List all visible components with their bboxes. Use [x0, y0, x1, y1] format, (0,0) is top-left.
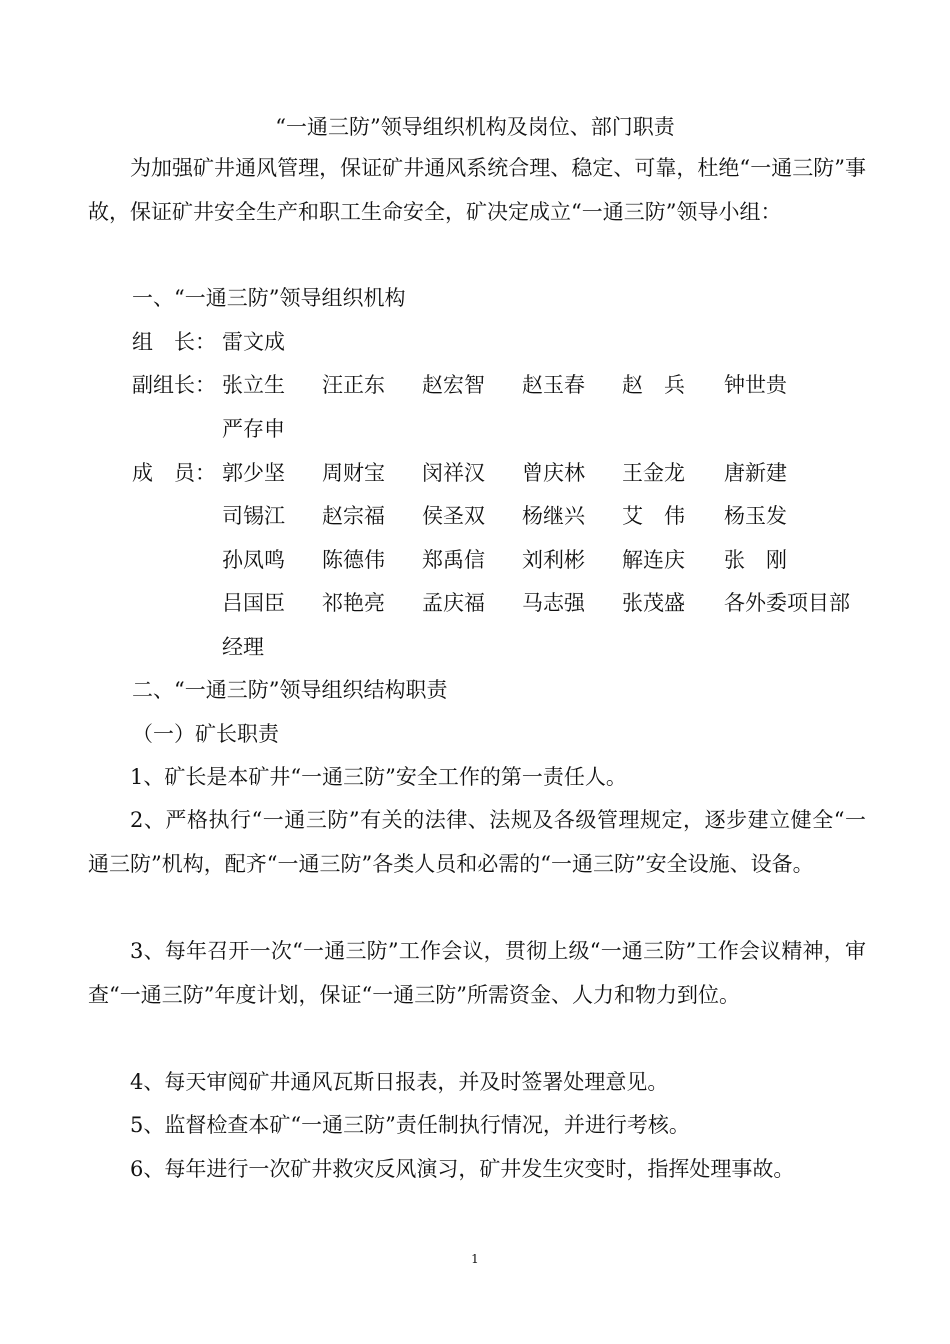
member-name: 闵祥汉: [422, 461, 485, 485]
member-name: 王金龙: [622, 461, 685, 485]
duty-item: 5、监督检查本矿“一通三防”责任制执行情况，并进行考核。: [130, 1113, 690, 1137]
leader-label: 组 长：: [132, 330, 216, 354]
member-name: 赵宗福: [322, 504, 385, 528]
deputy-name: 赵宏智: [422, 373, 485, 397]
duty-item: 3、每年召开一次“一通三防”工作会议，贯彻上级“一通三防”工作会议精神，审查“一通三防”年度计划，保证“一通三防”所需资金、人力和物力到位。: [88, 939, 866, 1007]
member-name: 艾 伟: [622, 504, 685, 528]
member-name: 郑禹信: [422, 548, 485, 572]
member-name: 周财宝: [322, 461, 385, 485]
duty-item: 4、每天审阅矿井通风瓦斯日报表，并及时签署处理意见。: [130, 1070, 669, 1094]
member-name: 张茂盛: [622, 591, 685, 615]
member-name: 刘利彬: [522, 548, 585, 572]
duty-item: 6、每年进行一次矿井救灾反风演习，矿井发生灾变时，指挥处理事故。: [130, 1157, 795, 1181]
section1-heading: 一、“一通三防”领导组织机构: [132, 286, 406, 310]
duty-item: 1、矿长是本矿井“一通三防”安全工作的第一责任人。: [130, 765, 627, 789]
subsection1-heading: （一）矿长职责: [132, 722, 279, 746]
member-name: 祁艳亮: [322, 591, 385, 615]
deputy-name: 张立生: [222, 373, 285, 397]
member-name: 马志强: [522, 591, 585, 615]
member-name: 唐新建: [724, 461, 787, 485]
member-name: 陈德伟: [322, 548, 385, 572]
leader-name: 雷文成: [222, 330, 285, 354]
member-name: 解连庆: [622, 548, 685, 572]
deputy-label: 副组长：: [132, 373, 216, 397]
duty-item: 2、严格执行“一通三防”有关的法律、法规及各级管理规定，逐步建立健全“一通三防”机构，配齐“一通三防”各类人员和必需的“一通三防”安全设施、设备。: [88, 808, 866, 876]
intro-paragraph: 为加强矿井通风管理，保证矿井通风系统合理、稳定、可靠，杜绝“一通三防”事故，保证矿井安全生产和职工生命安全，矿决定成立“一通三防”领导小组：: [88, 156, 866, 224]
deputy-name: 严存申: [222, 417, 285, 441]
deputy-name: 赵 兵: [622, 373, 685, 397]
member-name: 孙凤鸣: [222, 548, 285, 572]
document-title: “一通三防”领导组织机构及岗位、部门职责: [275, 115, 675, 139]
member-name: 郭少坚: [222, 461, 285, 485]
member-label: 成 员：: [132, 461, 216, 485]
member-name: 张 刚: [724, 548, 787, 572]
deputy-name: 赵玉春: [522, 373, 585, 397]
member-name: 杨玉发: [724, 504, 787, 528]
deputy-name: 钟世贵: [724, 373, 787, 397]
member-name: 经理: [222, 635, 264, 659]
member-name: 侯圣双: [422, 504, 485, 528]
deputy-name: 汪正东: [322, 373, 385, 397]
member-name: 杨继兴: [522, 504, 585, 528]
member-name: 曾庆林: [522, 461, 585, 485]
page-number: 1: [471, 1252, 479, 1266]
member-name: 吕国臣: [222, 591, 285, 615]
section2-heading: 二、“一通三防”领导组织结构职责: [132, 678, 448, 702]
member-name: 各外委项目部: [724, 591, 850, 615]
member-name: 司锡江: [222, 504, 285, 528]
member-name: 孟庆福: [422, 591, 485, 615]
